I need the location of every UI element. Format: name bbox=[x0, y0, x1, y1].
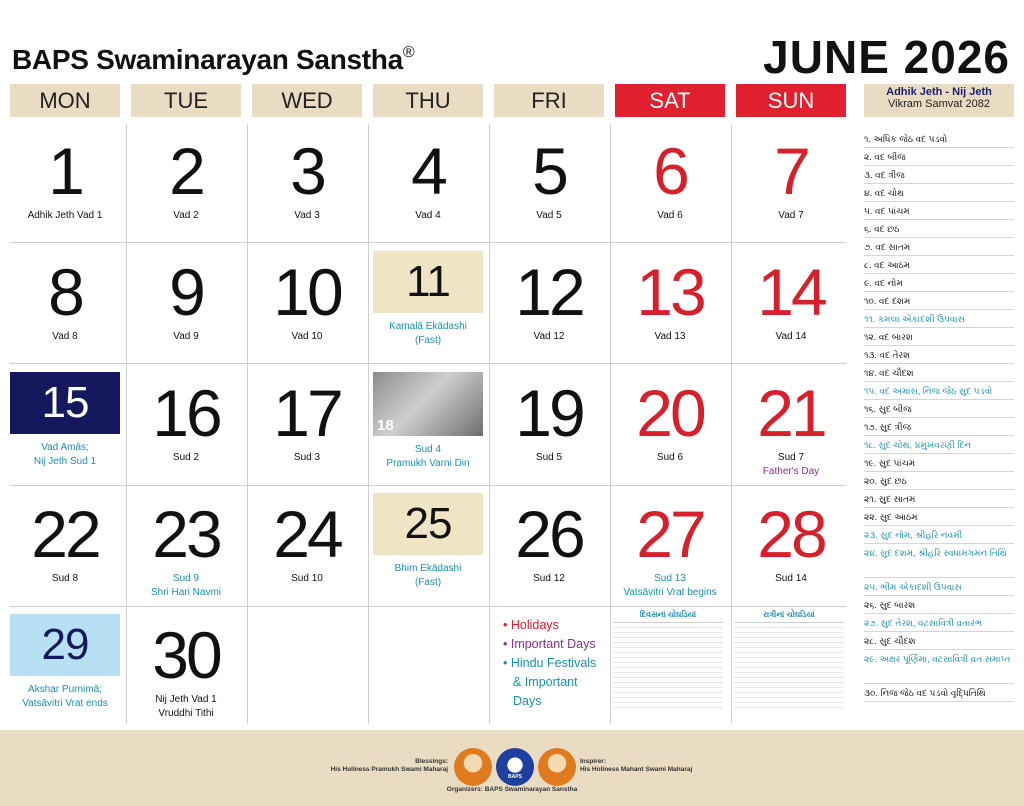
grid-line bbox=[610, 124, 611, 724]
day-tithi: Sud 4 bbox=[414, 444, 442, 455]
tithi-item: ૧. અધિક જેઠ વદ પડવો bbox=[864, 130, 1014, 148]
day-number: 23 bbox=[152, 497, 220, 571]
day-cell-2 bbox=[131, 126, 241, 246]
tithi-item: ૨૭. સુદ તેરશ, વટસાવિત્રી વ્રતારંભ bbox=[864, 614, 1014, 632]
tithi-item: ૧૫. વદ અમાસ, નિજ જેઠ સુદ પડવો bbox=[864, 382, 1014, 400]
baps-logo-text: BAPS bbox=[508, 774, 522, 780]
day-note: Shri Hari Navmi bbox=[150, 587, 221, 598]
day-choghadiya-title: દિવસનાં ચોઘડિયાં bbox=[639, 610, 697, 619]
day-tithi: Bhim Ekādashi bbox=[394, 563, 462, 574]
day-tithi: Sud 13 bbox=[654, 573, 686, 584]
day-tithi: Sud 12 bbox=[533, 573, 565, 584]
day-tithi: Sud 10 bbox=[291, 573, 323, 584]
day-tithi: Vad 5 bbox=[536, 210, 562, 221]
tithi-item: ૨૩. સુદ નોમ, શ્રીહરિ નવમી bbox=[864, 526, 1014, 544]
day-number: 27 bbox=[636, 497, 704, 571]
day-note: (Fast) bbox=[414, 577, 442, 588]
day-note: Nij Jeth Sud 1 bbox=[33, 456, 97, 467]
day-number: 14 bbox=[757, 255, 825, 329]
day-cell-12 bbox=[494, 247, 604, 367]
day-number: 7 bbox=[774, 134, 808, 208]
legend-important-days: • Important Days bbox=[503, 637, 596, 651]
day-cell-13 bbox=[615, 247, 725, 367]
grid-line bbox=[489, 124, 490, 724]
blessings-label: Blessings: bbox=[415, 758, 448, 765]
day-tithi: Sud 2 bbox=[172, 452, 200, 463]
month-title: JUNE 2026 bbox=[763, 31, 1010, 83]
day-cell-8 bbox=[10, 247, 120, 367]
side-header bbox=[864, 84, 1014, 117]
baps-logo-icon bbox=[496, 748, 534, 786]
day-tithi: Nij Jeth Vad 1 bbox=[155, 694, 217, 705]
day-cell-20 bbox=[615, 368, 725, 488]
tithi-item: ૯. વદ નોમ bbox=[864, 274, 1014, 292]
tithi-item: ૨૨. સુદ આઠમ bbox=[864, 508, 1014, 526]
night-choghadiya-title: રાત્રીનાં ચોઘડિયાં bbox=[763, 610, 815, 619]
blessings-credit bbox=[331, 758, 448, 774]
weekday-fri: FRI bbox=[494, 84, 604, 117]
day-number: 28 bbox=[757, 497, 825, 571]
day-number: 6 bbox=[653, 134, 687, 208]
day-number: 11 bbox=[373, 251, 483, 313]
day-tithi: Sud 14 bbox=[775, 573, 807, 584]
day-number: 29 bbox=[10, 614, 120, 676]
tithi-item: ૩. વદ ત્રીજ bbox=[864, 166, 1014, 184]
day-cell-28 bbox=[736, 489, 846, 609]
photo-image bbox=[373, 372, 483, 436]
day-cell-21 bbox=[736, 368, 846, 488]
tithi-item: ૨૯. અક્ષર પૂર્ણિમા, વટસાવિત્રી વ્રત સમાપ્ત bbox=[864, 650, 1014, 684]
tithi-item: ૧૮. સુદ ચોથ, પ્રમુખવરણી દિન bbox=[864, 436, 1014, 454]
day-cell-11 bbox=[373, 247, 483, 367]
day-cell-16 bbox=[131, 368, 241, 488]
day-number: 25 bbox=[373, 493, 483, 555]
day-number: 3 bbox=[290, 134, 324, 208]
day-note: Vruddhi Tithi bbox=[158, 708, 214, 719]
day-tithi: Vad 3 bbox=[294, 210, 320, 221]
day-tithi: Vad Amās; bbox=[41, 442, 89, 453]
weekday-sat: SAT bbox=[615, 84, 725, 117]
day-number: 10 bbox=[273, 255, 341, 329]
legend-holidays: • Holidays bbox=[503, 618, 559, 632]
tithi-item: ૧૯. સુદ પાંચમ bbox=[864, 454, 1014, 472]
tithi-item: ૧૨. વદ બારશ bbox=[864, 328, 1014, 346]
day-tithi: Kamalā Ekādashi bbox=[389, 321, 467, 332]
day-number: 9 bbox=[169, 255, 203, 329]
tithi-item: ૧૭. સુદ ત્રીજ bbox=[864, 418, 1014, 436]
day-cell-22 bbox=[10, 489, 120, 609]
organizers-credit: Organizers: BAPS Swaminarayan Sanstha bbox=[446, 786, 578, 793]
mahant-swami-portrait-icon bbox=[538, 748, 576, 786]
footer bbox=[0, 730, 1024, 806]
day-cell-6 bbox=[615, 126, 725, 246]
tithi-item: ૨૮. સુદ ચૌદશ bbox=[864, 632, 1014, 650]
day-tithi: Sud 6 bbox=[656, 452, 684, 463]
day-number: 16 bbox=[152, 376, 220, 450]
day-tithi: Sud 3 bbox=[293, 452, 321, 463]
day-note: Pramukh Varni Din bbox=[386, 458, 470, 469]
weekday-mon: MON bbox=[10, 84, 120, 117]
tithi-item: ૨૫. ભીમ એકાદશી ઉપવાસ bbox=[864, 578, 1014, 596]
day-number: 15 bbox=[10, 372, 120, 434]
day-tithi: Vad 14 bbox=[775, 331, 807, 342]
day-choghadiya-grid bbox=[613, 622, 723, 712]
day-number: 30 bbox=[152, 618, 220, 692]
grid-line bbox=[247, 124, 248, 724]
day-choghadiya-table bbox=[613, 610, 723, 720]
day-number: 12 bbox=[515, 255, 583, 329]
day-cell-3 bbox=[252, 126, 362, 246]
day-tithi: Vad 10 bbox=[291, 331, 323, 342]
tithi-item: ૧૪. વદ ચૌદશ bbox=[864, 364, 1014, 382]
day-tithi: Vad 13 bbox=[654, 331, 686, 342]
tithi-item: ૨૪. સુદ દશમ, શ્રીહરિ સ્વધામગમન તિથિ bbox=[864, 544, 1014, 578]
night-choghadiya-table bbox=[734, 610, 844, 720]
day-tithi: Sud 7 bbox=[777, 452, 805, 463]
legend-hindu-festivals-line2: & Important bbox=[513, 675, 578, 689]
tithi-item: ૫. વદ પાંચમ bbox=[864, 202, 1014, 220]
day-cell-17 bbox=[252, 368, 362, 488]
weekday-thu: THU bbox=[373, 84, 483, 117]
day-cell-1 bbox=[10, 126, 120, 246]
legend-hindu-festivals: • Hindu Festivals bbox=[503, 656, 597, 670]
night-choghadiya-grid bbox=[734, 622, 844, 712]
day-cell-25 bbox=[373, 489, 483, 609]
day-number: 2 bbox=[169, 134, 203, 208]
tithi-item: ૧૩. વદ તેરશ bbox=[864, 346, 1014, 364]
grid-line bbox=[731, 124, 732, 724]
org-title: BAPS Swaminarayan Sanstha® bbox=[12, 43, 415, 75]
day-tithi: Sud 9 bbox=[172, 573, 200, 584]
day-note: Father's Day bbox=[762, 466, 820, 477]
weekday-wed: WED bbox=[252, 84, 362, 117]
side-header-title: Adhik Jeth - Nij Jeth bbox=[886, 86, 992, 98]
pramukh-swami-portrait-icon bbox=[454, 748, 492, 786]
day-number: 18 bbox=[377, 417, 394, 434]
day-note: Vatsāvitri Vrat begins bbox=[623, 587, 717, 598]
tithi-item: ૪. વદ ચોથ bbox=[864, 184, 1014, 202]
blessings-name: His Holiness Pramukh Swami Maharaj bbox=[330, 766, 448, 773]
day-number: 13 bbox=[636, 255, 704, 329]
day-cell-15 bbox=[10, 368, 120, 488]
inspirer-name: His Holiness Mahant Swami Maharaj bbox=[580, 766, 693, 773]
tithi-item: ૧૬. સુદ બીજ bbox=[864, 400, 1014, 418]
day-tithi: Vad 9 bbox=[173, 331, 199, 342]
weekday-sun: SUN bbox=[736, 84, 846, 117]
day-number: 4 bbox=[411, 134, 445, 208]
day-tithi: Sud 5 bbox=[535, 452, 563, 463]
day-tithi: Akshar Purnimā; bbox=[28, 684, 102, 695]
day-tithi: Vad 4 bbox=[415, 210, 441, 221]
day-cell-10 bbox=[252, 247, 362, 367]
day-number: 5 bbox=[532, 134, 566, 208]
grid-line bbox=[126, 124, 127, 724]
day-cell-14 bbox=[736, 247, 846, 367]
tithi-item: ૧૧. કમલા એકાદશી ઉપવાસ bbox=[864, 310, 1014, 328]
weekday-tue: TUE bbox=[131, 84, 241, 117]
inspirer-credit bbox=[580, 758, 692, 774]
tithi-item: ૭. વદ સાતમ bbox=[864, 238, 1014, 256]
grid-line bbox=[368, 124, 369, 724]
day-cell-24 bbox=[252, 489, 362, 609]
day-cell-30 bbox=[131, 610, 241, 730]
day-cell-26 bbox=[494, 489, 604, 609]
legend-hindu-festivals-line3: Days bbox=[513, 694, 542, 708]
day-number: 1 bbox=[48, 134, 82, 208]
tithi-item: ૩૦. નિજ જેઠ વદ પડવો વૃદ્ધિતિથિ bbox=[864, 684, 1014, 702]
day-cell-9 bbox=[131, 247, 241, 367]
tithi-item: ૬. વદ છઠ bbox=[864, 220, 1014, 238]
day-tithi: Adhik Jeth Vad 1 bbox=[27, 210, 103, 221]
day-note: (Fast) bbox=[414, 335, 442, 346]
day-cell-23 bbox=[131, 489, 241, 609]
day-note: Vatsāvitri Vrat ends bbox=[22, 698, 108, 709]
day-tithi: Vad 8 bbox=[52, 331, 78, 342]
tithi-item: ૨૬. સુદ બારશ bbox=[864, 596, 1014, 614]
tithi-item: ૨. વદ બીજ bbox=[864, 148, 1014, 166]
day-cell-4 bbox=[373, 126, 483, 246]
day-tithi: Vad 2 bbox=[173, 210, 199, 221]
legend bbox=[503, 616, 607, 711]
day-number: 24 bbox=[273, 497, 341, 571]
day-cell-5 bbox=[494, 126, 604, 246]
day-cell-18 bbox=[373, 368, 483, 488]
side-header-samvat: Vikram Samvat 2082 bbox=[888, 98, 990, 110]
inspirer-label: Inspirer: bbox=[580, 758, 607, 765]
day-cell-27 bbox=[615, 489, 725, 609]
day-number: 22 bbox=[31, 497, 99, 571]
day-tithi: Vad 6 bbox=[657, 210, 683, 221]
day-number: 20 bbox=[636, 376, 704, 450]
tithi-item: ૮. વદ આઠમ bbox=[864, 256, 1014, 274]
day-number: 8 bbox=[48, 255, 82, 329]
day-cell-29 bbox=[10, 610, 120, 730]
day-cell-19 bbox=[494, 368, 604, 488]
tithi-item: ૨૦. સુદ છઠ bbox=[864, 472, 1014, 490]
day-number: 17 bbox=[273, 376, 341, 450]
day-number: 19 bbox=[515, 376, 583, 450]
day-cell-7 bbox=[736, 126, 846, 246]
day-tithi: Vad 12 bbox=[533, 331, 565, 342]
tithi-item: ૧૦. વદ દશમ bbox=[864, 292, 1014, 310]
tithi-item: ૨૧. સુદ સાતમ bbox=[864, 490, 1014, 508]
day-tithi: Sud 8 bbox=[51, 573, 79, 584]
day-number: 21 bbox=[757, 376, 825, 450]
tithi-list bbox=[864, 130, 1014, 702]
day-tithi: Vad 7 bbox=[778, 210, 804, 221]
day-number: 26 bbox=[515, 497, 583, 571]
